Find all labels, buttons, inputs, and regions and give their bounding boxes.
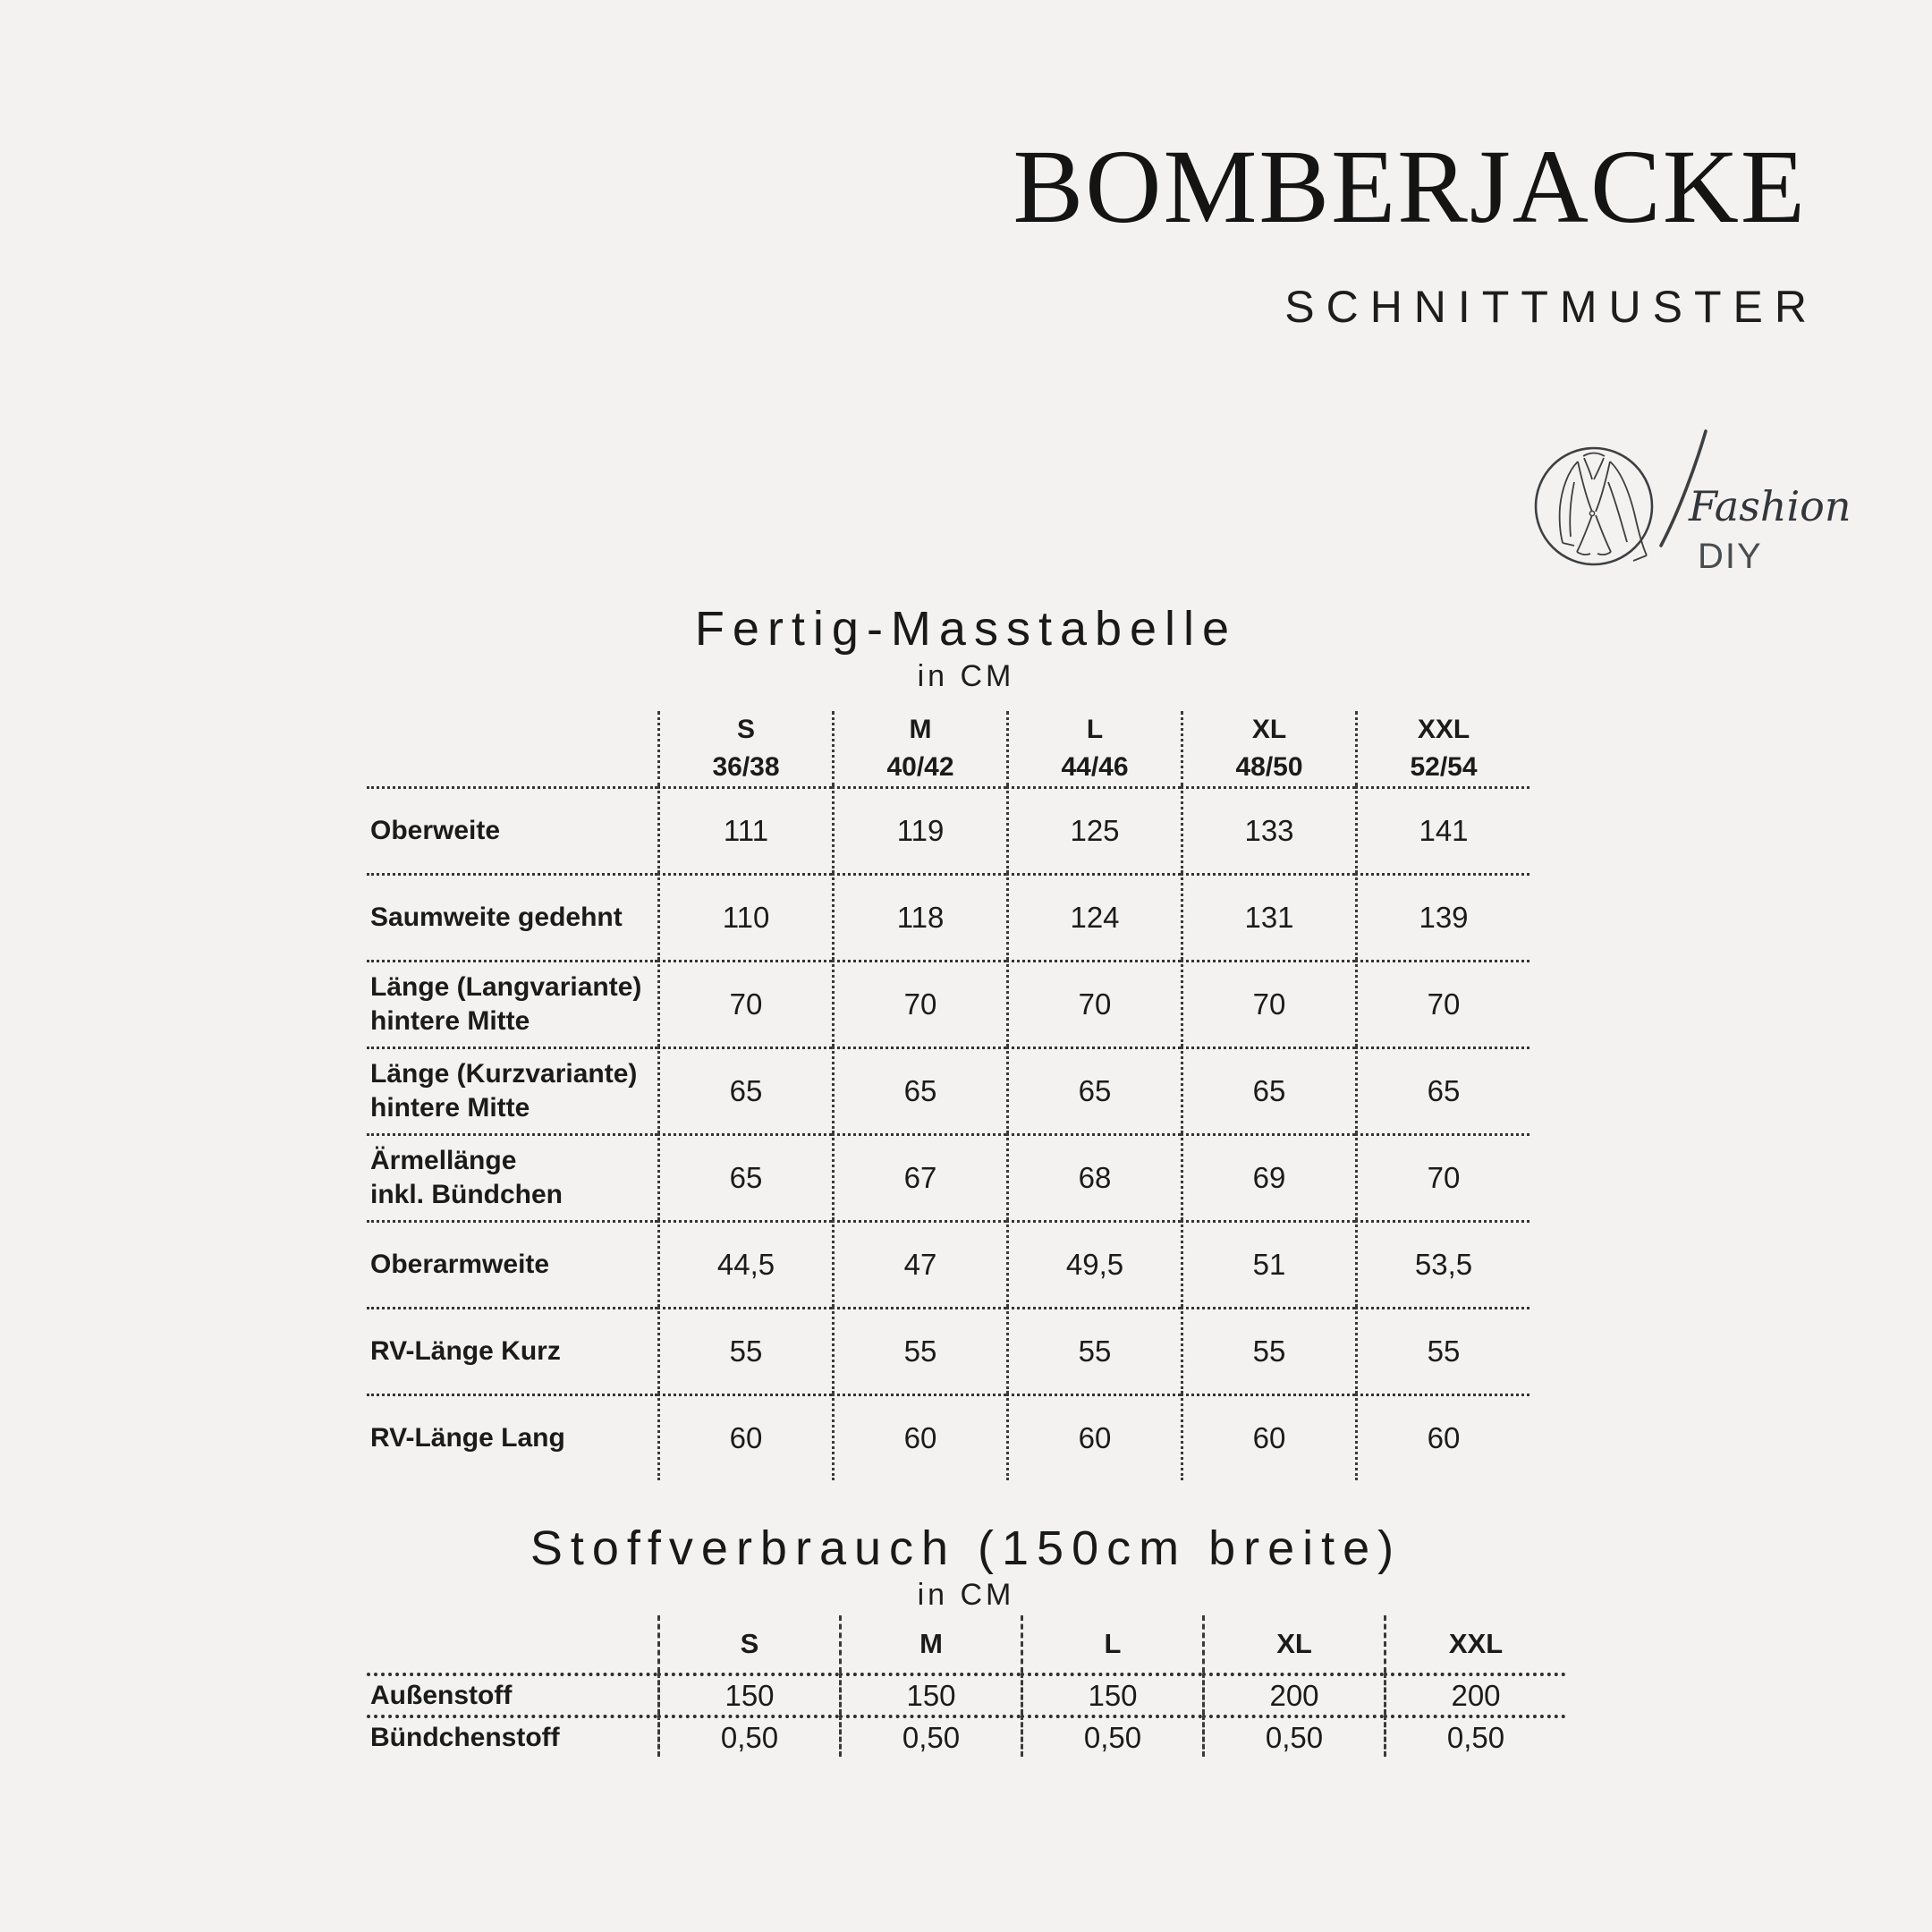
cell-value: 110 (657, 873, 832, 960)
cell-value: 200 (1384, 1673, 1565, 1715)
column-header (1021, 1615, 1202, 1673)
cell-value: 118 (832, 873, 1006, 960)
cell-value: 125 (1006, 786, 1181, 873)
row-label-line: Bündchenstoff (370, 1722, 560, 1752)
cell-value: 70 (1355, 960, 1530, 1046)
page-subtitle: SCHNITTMUSTER (1284, 282, 1818, 332)
row-label (367, 1046, 657, 1133)
fashion-diy-logo (1521, 417, 1853, 592)
row-label-line: Oberweite (370, 816, 501, 845)
row-label (367, 786, 657, 873)
column-header (839, 1615, 1021, 1673)
cell-value: 65 (832, 1046, 1006, 1133)
size-range: 48/50 (1235, 752, 1303, 782)
size-label: L (1086, 715, 1104, 744)
cell-value: 0,50 (1021, 1715, 1202, 1757)
cell-value: 44,5 (657, 1220, 832, 1307)
cell-value: 60 (1355, 1394, 1530, 1480)
row-label (367, 873, 657, 960)
cell-value: 47 (832, 1220, 1006, 1307)
row-label-line: Saumweite gedehnt (370, 902, 623, 932)
cell-value: 55 (1181, 1307, 1355, 1394)
cell-value: 70 (657, 960, 832, 1046)
size-label: S (740, 1628, 759, 1659)
cell-value: 60 (1181, 1394, 1355, 1480)
cell-value: 150 (839, 1673, 1021, 1715)
cell-value: 70 (1181, 960, 1355, 1046)
row-label-line: Oberarmweite (370, 1250, 550, 1279)
logo-word-diy: DIY (1698, 537, 1763, 576)
logo-word-fashion: Fashion (1689, 482, 1852, 530)
fabric-table-title: Stoffverbrauch (150cm breite) (530, 1521, 1402, 1575)
cell-value: 65 (657, 1133, 832, 1220)
brand-block (1013, 128, 1818, 333)
cell-value: 60 (657, 1394, 832, 1480)
row-label (367, 960, 657, 1046)
column-header (832, 711, 1006, 786)
table-corner-cell (367, 1615, 657, 1673)
column-header (1384, 1615, 1565, 1673)
cell-value: 53,5 (1355, 1220, 1530, 1307)
cell-value: 49,5 (1006, 1220, 1181, 1307)
cell-value: 70 (1006, 960, 1181, 1046)
row-label-line: inkl. Bündchen (370, 1180, 564, 1209)
row-label (367, 1220, 657, 1307)
cell-value: 65 (1355, 1046, 1530, 1133)
cell-value: 200 (1202, 1673, 1384, 1715)
size-label: XXL (1417, 715, 1470, 744)
cell-value: 139 (1355, 873, 1530, 960)
cell-value: 70 (832, 960, 1006, 1046)
size-label: XL (1276, 1628, 1312, 1659)
column-header (1006, 711, 1181, 786)
cell-value: 55 (1355, 1307, 1530, 1394)
cell-value: 65 (1181, 1046, 1355, 1133)
cell-value: 67 (832, 1133, 1006, 1220)
column-header (1355, 711, 1530, 786)
cell-value: 65 (657, 1046, 832, 1133)
row-label-line: Ärmellänge (370, 1146, 517, 1175)
column-header (1181, 711, 1355, 786)
column-header (1202, 1615, 1384, 1673)
row-label (367, 1394, 657, 1480)
cell-value: 0,50 (657, 1715, 839, 1757)
row-label-line: hintere Mitte (370, 1006, 530, 1036)
cell-value: 68 (1006, 1133, 1181, 1220)
size-table-title: Fertig-Masstabelle (694, 602, 1238, 656)
cell-value: 65 (1006, 1046, 1181, 1133)
cell-value: 0,50 (1202, 1715, 1384, 1757)
row-label-line: hintere Mitte (370, 1093, 530, 1123)
cell-value: 69 (1181, 1133, 1355, 1220)
size-label: XL (1251, 715, 1287, 744)
fashion-script (1661, 431, 1851, 576)
cell-value: 70 (1355, 1133, 1530, 1220)
row-label-line: Außenstoff (370, 1680, 513, 1710)
size-label: S (736, 715, 755, 744)
row-label (367, 1133, 657, 1220)
cell-value: 131 (1181, 873, 1355, 960)
row-label-line: RV-Länge Lang (370, 1423, 565, 1453)
size-label: M (919, 1628, 943, 1659)
size-range: 44/46 (1061, 752, 1129, 782)
row-label-line: Länge (Kurzvariante) (370, 1059, 638, 1089)
cell-value: 119 (832, 786, 1006, 873)
table-corner-cell (367, 711, 657, 786)
cell-value: 51 (1181, 1220, 1355, 1307)
fabric-table-unit: in CM (917, 1578, 1015, 1612)
cell-value: 124 (1006, 873, 1181, 960)
cell-value: 141 (1355, 786, 1530, 873)
cell-value: 0,50 (839, 1715, 1021, 1757)
size-range: 52/54 (1410, 752, 1478, 782)
column-header (657, 1615, 839, 1673)
column-header (657, 711, 832, 786)
cell-value: 55 (832, 1307, 1006, 1394)
jacket-in-circle-icon (1536, 448, 1652, 564)
row-label (367, 1715, 657, 1757)
size-label: XXL (1448, 1628, 1504, 1659)
cell-value: 150 (1021, 1673, 1202, 1715)
cell-value: 133 (1181, 786, 1355, 873)
cell-value: 55 (1006, 1307, 1181, 1394)
cell-value: 60 (832, 1394, 1006, 1480)
size-label: M (909, 715, 932, 744)
size-range: 36/38 (712, 752, 780, 782)
cell-value: 150 (657, 1673, 839, 1715)
row-label-line: Länge (Langvariante) (370, 972, 642, 1002)
cell-value: 60 (1006, 1394, 1181, 1480)
row-label (367, 1307, 657, 1394)
row-label (367, 1673, 657, 1715)
cell-value: 55 (657, 1307, 832, 1394)
finished-measurements-table (367, 711, 1530, 1480)
cell-value: 0,50 (1384, 1715, 1565, 1757)
fabric-usage-table (367, 1615, 1565, 1757)
row-label-line: RV-Länge Kurz (370, 1336, 561, 1366)
cell-value: 111 (657, 786, 832, 873)
size-range: 40/42 (886, 752, 954, 782)
page-title: BOMBERJACKE (1013, 128, 1807, 245)
size-label: L (1104, 1628, 1122, 1659)
size-table-unit: in CM (917, 659, 1015, 693)
